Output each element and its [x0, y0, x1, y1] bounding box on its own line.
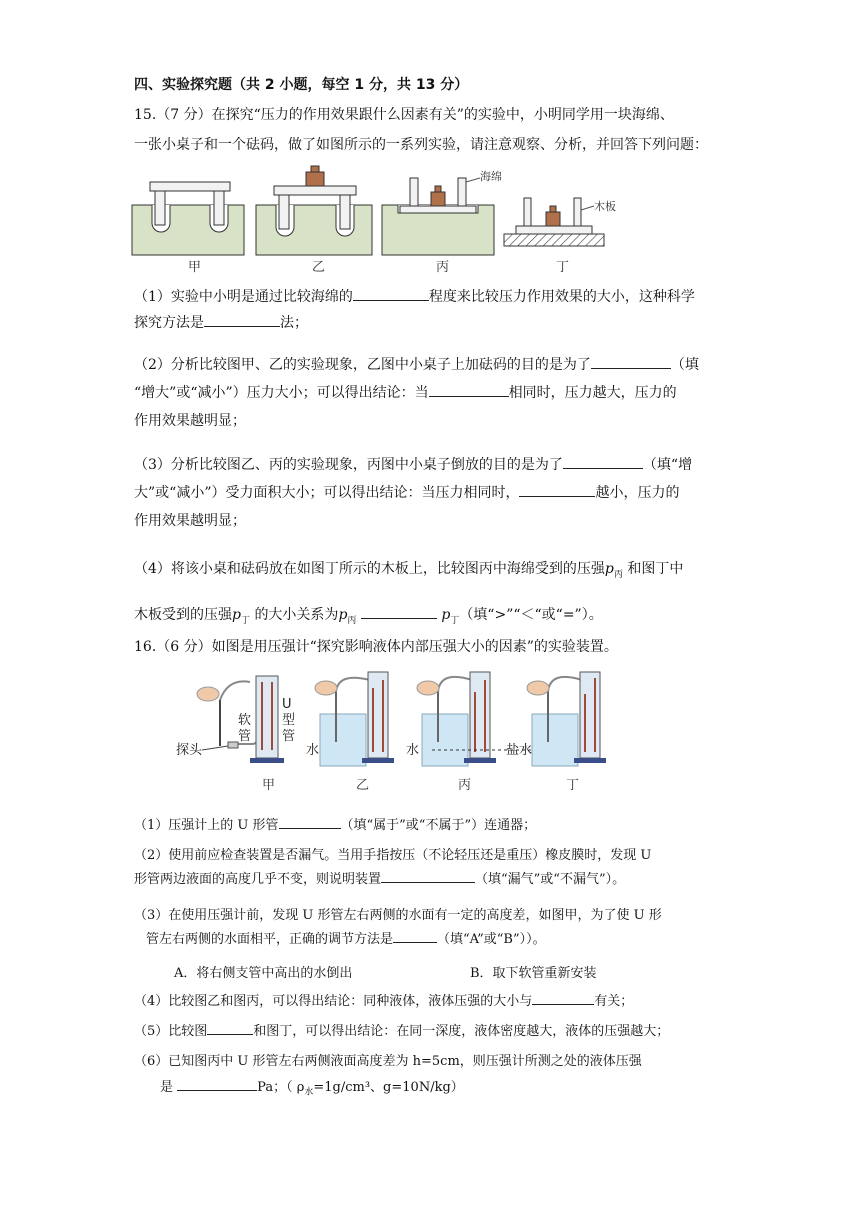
q15-intro-line1: 15.（7 分）在探究“压力的作用效果跟什么因素有关”的实验中，小明同学用一块海绵、 — [134, 107, 674, 123]
fig16-label-jia: 甲 — [262, 778, 276, 793]
fig15-label-yi: 乙 — [312, 260, 326, 275]
fig15-ding — [504, 198, 604, 246]
fig16-annot-salt: 盐水 — [506, 743, 533, 758]
fig16-annot-soft1: 软 — [238, 713, 252, 728]
q16-part4: （4）比较图乙和图丙，可以得出结论：同种液体，液体压强的大小与 有关； — [134, 990, 633, 1009]
q15-part3-line2: 大”或“减小”）受力面积大小；可以得出结论：当压力相同时， 越小，压力的 — [134, 482, 679, 502]
fig15-label-bing: 丙 — [436, 260, 450, 275]
q15-part4-line1: （4）将该小桌和砝码放在如图丁所示的木板上，比较图丙中海绵受到的压强$p_丙$ 和图丁中 — [134, 561, 684, 580]
fig15-label-jia: 甲 — [188, 260, 202, 275]
q15-blank-5[interactable] — [563, 454, 643, 469]
fig16-label-bing: 丙 — [458, 778, 472, 793]
q15-intro-line2: 一张小桌子和一个砝码，做了如图所示的一系列实验，请注意观察、分析，并回答下列问题： — [134, 137, 708, 153]
q16-part6-line1: （6）已知图丙中 U 形管左右两侧液面高度差为 h=5cm，则压强计所测之处的液体压强 — [134, 1054, 642, 1069]
fig16-annot-soft2: 管 — [238, 729, 252, 744]
fig16-annot-probe: 探头 — [176, 743, 203, 758]
q15-part1-line1: （1）实验中小明是通过比较海绵的 程度来比较压力作用效果的大小，这种科学 — [134, 286, 695, 306]
q15-blank-3[interactable] — [591, 354, 671, 369]
q15-part4-line2: 木板受到的压强$p_丁$ 的大小关系为$p_丙$ $p_丁$（填“>”“＜“或“=”）。 — [134, 604, 603, 626]
q15-part2-line2: “增大”或“减小”）压力大小；可以得出结论：当 相同时，压力越大，压力的 — [134, 382, 677, 402]
q15-part1-line2: 探究方法是 法； — [134, 312, 308, 332]
q16-blank-1[interactable] — [279, 814, 341, 829]
fig15-annot-board: 木板 — [594, 200, 616, 213]
q16-part1: （1）压强计上的 U 形管 （填“属于”或“不属于”）连通器； — [134, 814, 536, 833]
fig15-jia — [132, 182, 244, 255]
q15-blank-7[interactable] — [361, 604, 437, 619]
q16-part5: （5）比较图 和图丁，可以得出结论：在同一深度，液体密度越大，液体的压强越大； — [134, 1020, 669, 1039]
q16-option-b: B．取下软管重新安装 — [470, 966, 597, 981]
fig16-bing — [417, 672, 496, 766]
fig16-annot-water2: 水 — [406, 743, 420, 758]
q15-part3-line1: （3）分析比较图乙、丙的实验现象，丙图中小桌子倒放的目的是为了 （填“增 — [134, 454, 692, 474]
q15-blank-1[interactable] — [353, 286, 429, 301]
fig16-annot-u3: 管 — [282, 729, 296, 744]
q15-blank-6[interactable] — [519, 482, 595, 497]
fig16-label-ding: 丁 — [566, 778, 580, 793]
fig15-annot-sponge: 海绵 — [480, 170, 502, 183]
q16-blank-3[interactable] — [393, 928, 437, 943]
fig16-annot-u1: U — [282, 697, 292, 712]
q15-blank-4[interactable] — [429, 382, 509, 397]
q16-part3-line1: （3）在使用压强计前，发现 U 形管左右两侧的水面有一定的高度差，如图甲，为了使 U 形 — [134, 908, 662, 923]
q16-part3-line2: 管左右两侧的水面相平，正确的调节方法是 （填“A”或“B”））。 — [146, 928, 546, 947]
fig15-label-ding: 丁 — [556, 260, 570, 275]
q16-blank-6[interactable] — [177, 1076, 257, 1091]
fig16-annot-water1: 水 — [306, 743, 320, 758]
q16-part2-line1: （2）使用前应检查装置是否漏气。当用手指按压（不论轻压还是重压）橡皮膜时，发现 U — [134, 848, 652, 863]
fig15-bing — [382, 178, 494, 255]
q16-part2-line2: 形管两边液面的高度几乎不变，则说明装置 （填“漏气”或“不漏气”）。 — [134, 868, 625, 887]
fig16-ding — [527, 672, 606, 766]
q16-intro: 16.（6 分）如图是用压强计“探究影响液体内部压强大小的因素”的实验装置。 — [134, 639, 618, 655]
q16-option-a: A．将右侧支管中高出的水倒出 — [174, 966, 353, 981]
section-title: 四、实验探究题（共 2 小题，每空 1 分，共 13 分） — [134, 77, 469, 93]
fig16-label-yi: 乙 — [356, 778, 370, 793]
fig16-annot-u2: 型 — [282, 713, 296, 728]
q15-blank-2[interactable] — [204, 312, 280, 327]
q16-blank-2[interactable] — [381, 868, 475, 883]
q15-part3-line3: 作用效果越明显； — [134, 513, 246, 529]
q16-blank-4[interactable] — [532, 990, 594, 1005]
q15-part2-line1: （2）分析比较图甲、乙的实验现象，乙图中小桌子上加砝码的目的是为了 （填 — [134, 354, 699, 374]
q16-figure — [170, 662, 620, 772]
fig15-yi — [256, 166, 372, 255]
q16-blank-5[interactable] — [207, 1020, 253, 1035]
q16-part6-line2: 是 Pa；（ $\rho_水=1g$/cm³、g=10N/kg） — [160, 1076, 464, 1098]
fig16-yi — [315, 672, 394, 766]
q15-part2-line3: 作用效果越明显； — [134, 413, 246, 429]
